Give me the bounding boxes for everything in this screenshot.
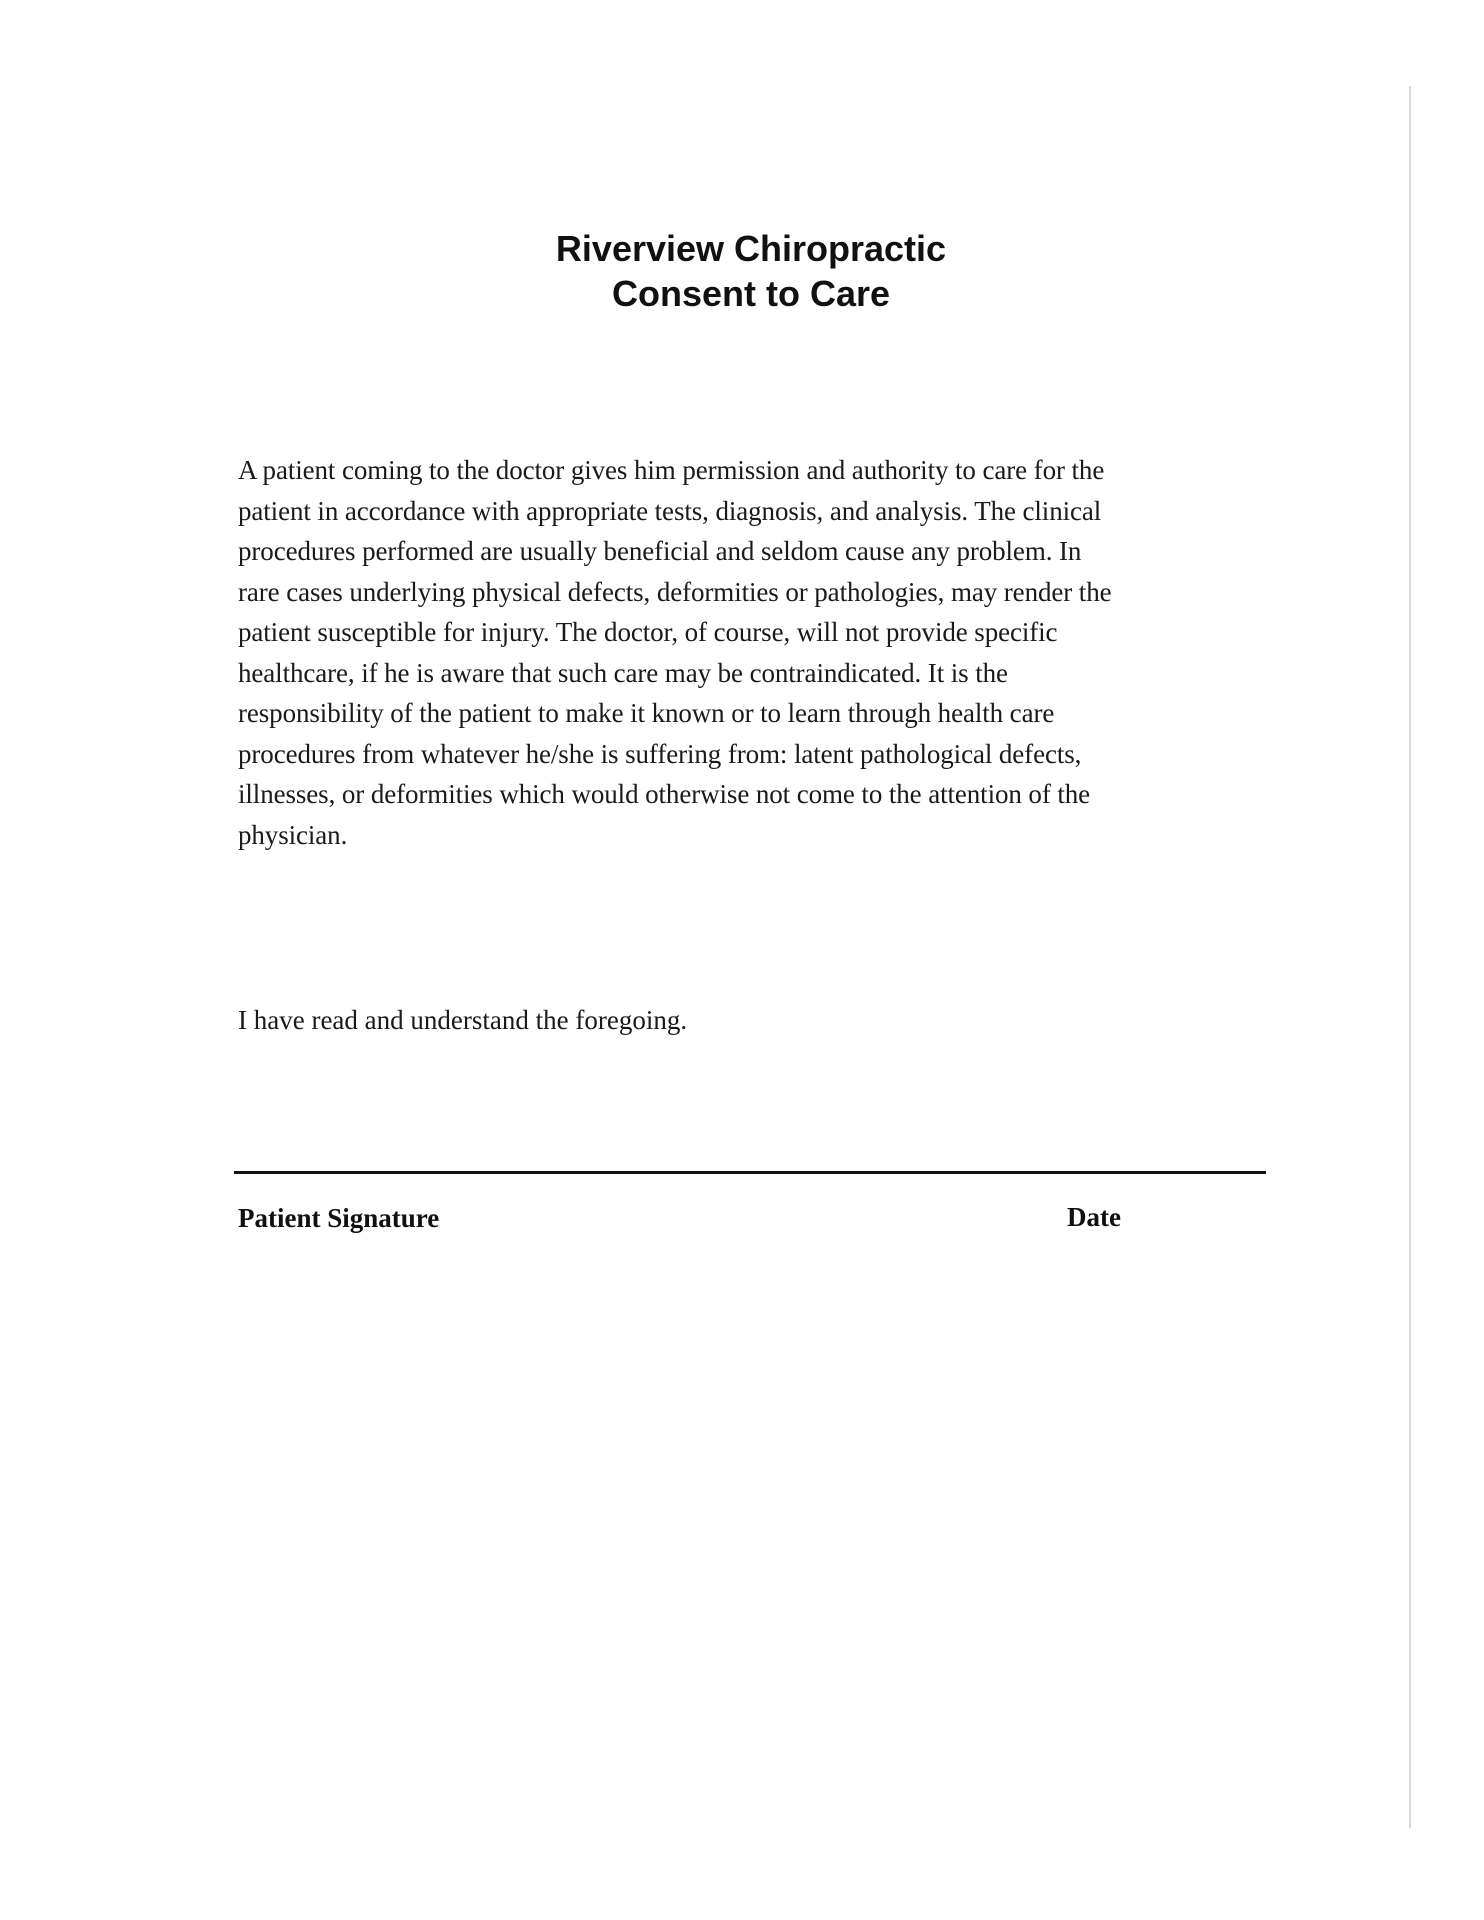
title-line-practice-name: Riverview Chiropractic [555, 228, 947, 269]
patient-signature-label: Patient Signature [238, 1203, 440, 1233]
paragraph-line: healthcare, if he is aware that such care may be contraindicated. It is the [238, 657, 1008, 688]
consent-paragraph [238, 450, 1258, 855]
acknowledgement-statement: I have read and understand the foregoing. [238, 1005, 688, 1035]
paragraph-line: physician. [238, 819, 348, 850]
title-line-form-name: Consent to Care [611, 273, 891, 314]
paragraph-line: illnesses, or deformities which would otherwise not come to the attention of the [238, 779, 1091, 809]
paragraph-line: patient susceptible for injury. The doctor, of course, will not provide specific [238, 617, 1058, 647]
paragraph-line: patient in accordance with appropriate tests, diagnosis, and analysis. The clinical [238, 495, 1102, 526]
paragraph-line: procedures from whatever he/she is suffering from: latent pathological defects, [238, 738, 1082, 769]
page-edge-line [1409, 86, 1411, 1828]
date-label: Date [1067, 1202, 1121, 1232]
paragraph-line: procedures performed are usually beneficial and seldom cause any problem. In [238, 536, 1082, 566]
signature-line[interactable] [234, 1171, 1266, 1174]
paragraph-line: responsibility of the patient to make it known or to learn through health care [238, 698, 1055, 728]
document-title [0, 226, 1484, 316]
paragraph-line: rare cases underlying physical defects, deformities or pathologies, may render the [238, 576, 1112, 607]
paragraph-line: A patient coming to the doctor gives him permission and authority to care for the [238, 455, 1105, 485]
